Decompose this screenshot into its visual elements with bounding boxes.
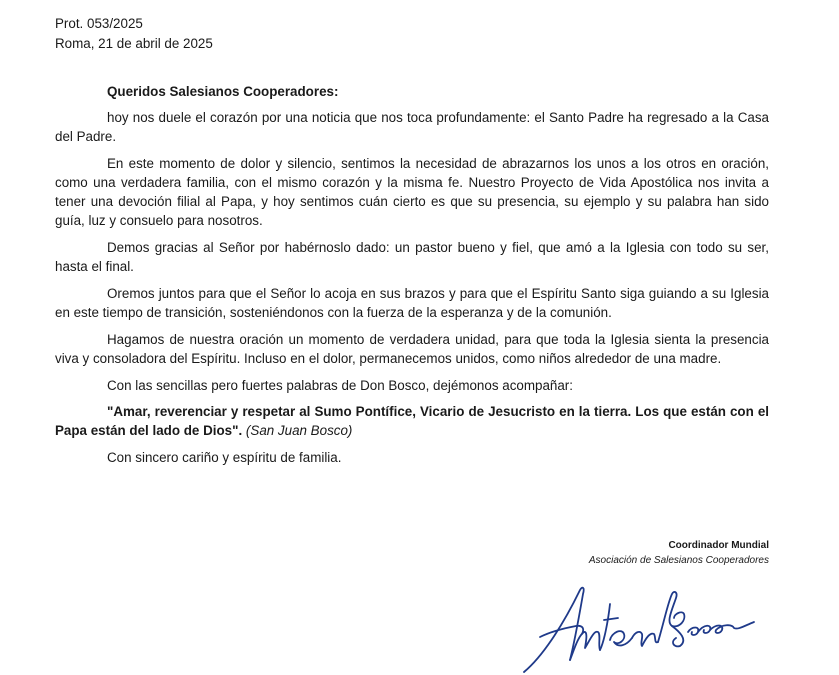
paragraph-6: Con las sencillas pero fuertes palabras de Don Bosco, dejémonos acompañar: bbox=[107, 378, 573, 393]
signature-block bbox=[589, 538, 769, 568]
paragraph-5: Hagamos de nuestra oración un momento de verdadera unidad, para que toda la Iglesia sienta la presencia viva y consoladora del Espíritu. Incluso en el dolor, permanecemos unidos, como niños alrededor de una madre. bbox=[55, 332, 769, 366]
quote-text: "Amar, reverenciar y respetar al Sumo Pontífice, Vicario de Jesucristo en la tierra. Los que están con el Papa están del lado de Dios". bbox=[55, 404, 769, 438]
don-bosco-quote bbox=[55, 402, 769, 440]
closing-line: Con sincero cariño y espíritu de familia. bbox=[107, 450, 342, 465]
paragraph-3: Demos gracias al Señor por habérnoslo dado: un pastor bueno y fiel, que amó a la Iglesia con todo su ser, hasta el final. bbox=[55, 240, 769, 274]
paragraph-1: hoy nos duele el corazón por una noticia que nos toca profundamente: el Santo Padre ha regresado a la Casa del Padre. bbox=[55, 110, 769, 144]
signer-title: Coordinador Mundial bbox=[668, 540, 769, 551]
handwritten-signature bbox=[522, 582, 772, 674]
letter-header bbox=[55, 14, 213, 54]
protocol-number: Prot. 053/2025 bbox=[55, 16, 143, 31]
quote-attribution: (San Juan Bosco) bbox=[245, 423, 353, 438]
place-date: Roma, 21 de abril de 2025 bbox=[55, 36, 213, 51]
salutation: Queridos Salesianos Cooperadores: bbox=[107, 84, 339, 99]
paragraph-2: En este momento de dolor y silencio, sentimos la necesidad de abrazarnos los unos a los otros en oración, como una verdadera familia, con el mismo corazón y la misma fe. Nuestro Proyecto de Vida Apostólica nos invita a tener una devoción filial al Papa, y hoy sentimos cuán cierto es que su presencia, su ejemplo y su palabra han sido guía, luz y consuelo para nosotros. bbox=[55, 156, 769, 228]
paragraph-4: Oremos juntos para que el Señor lo acoja en sus brazos y para que el Espíritu Santo siga guiando a su Iglesia en este tiempo de transición, sosteniéndonos con la fuerza de la esperanza y de la comunión. bbox=[55, 286, 769, 320]
letter-body bbox=[55, 82, 769, 467]
signer-organization: Asociación de Salesianos Cooperadores bbox=[588, 555, 769, 566]
